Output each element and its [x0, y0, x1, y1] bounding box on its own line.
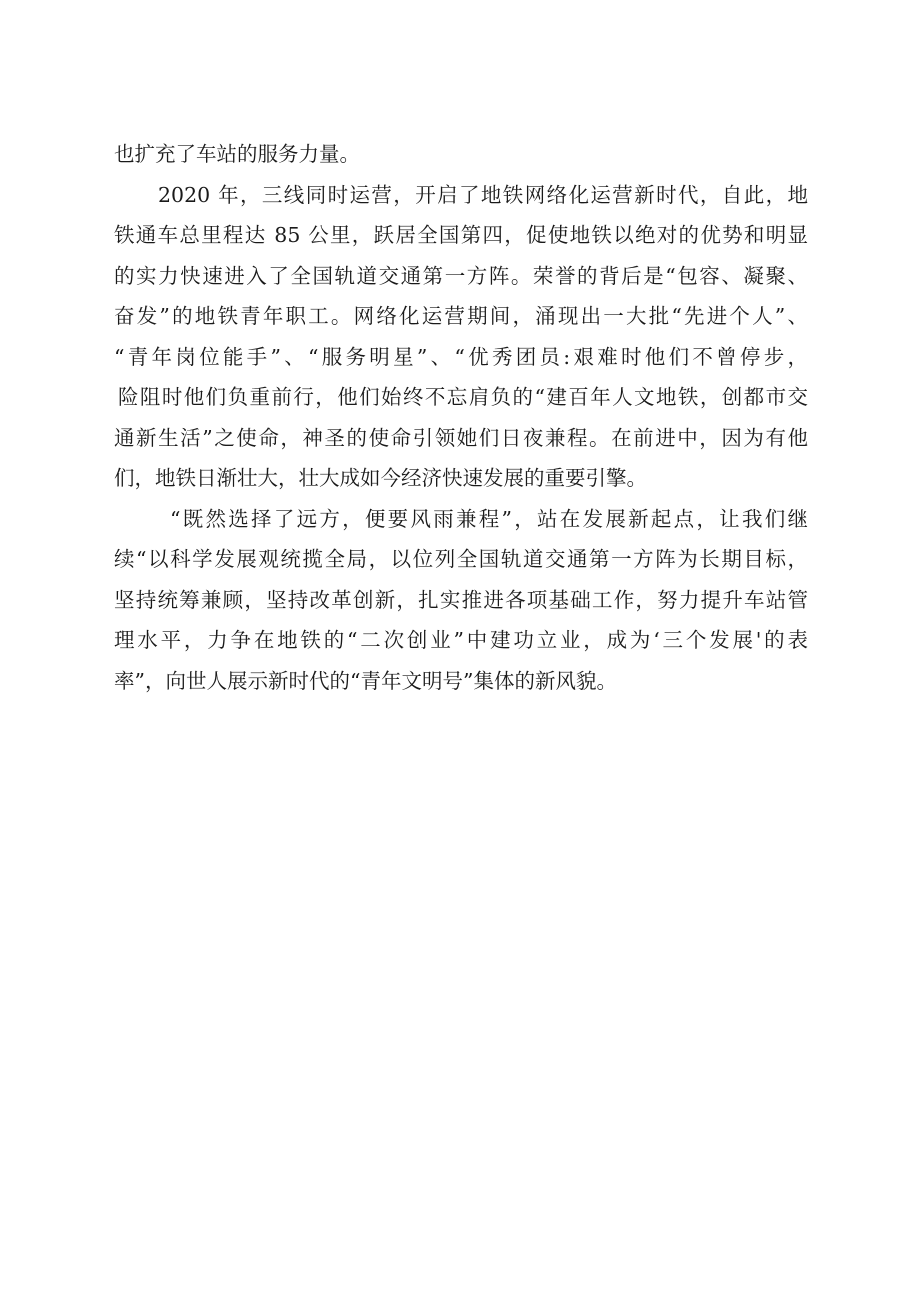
paragraph-2-line-6: 险阻时他们负重前行，他们始终不忘肩负的“建百年人文地铁，创都市交: [118, 385, 808, 409]
paragraph-3-line-2: 续“以科学发展观统揽全局，以位列全国轨道交通第一方阵为长期目标，: [114, 547, 808, 571]
paragraph-2-line-3: 的实力快速进入了全国轨道交通第一方阵。荣誉的背后是“包容、凝聚、: [114, 263, 808, 288]
paragraph-3-line-3: 坚持统筹兼顾，坚持改革创新，扎实推进各项基础工作，努力提升车站管: [114, 587, 808, 612]
paragraph-3-line-4: 理水平，力争在地铁的“二次创业”中建功立业，成为‘三个发展'的表: [114, 628, 808, 652]
paragraph-2-line-4: 奋发”的地铁青年职工。网络化运营期间，涌现出一大批“先进个人”、: [114, 304, 808, 328]
document-body: [114, 134, 808, 701]
paragraph-2-line-7: 通新生活”之使命，神圣的使命引领她们日夜兼程。在前进中，因为有他: [114, 425, 808, 450]
paragraph-2-line-5: “青年岗位能手”、“服务明星”、“优秀团员:艰难时他们不曾停步，: [114, 344, 808, 369]
paragraph-3-line-5: 率”，向世人展示新时代的“青年文明号”集体的新风貌。: [114, 668, 617, 693]
paragraph-2-line-1: 2020 年，三线同时运营，开启了地铁网络化运营新时代，自此，地: [158, 182, 808, 207]
paragraph-3-line-1: “既然选择了远方，便要风雨兼程”，站在发展新起点，让我们继: [170, 506, 808, 531]
paragraph-2-line-8: 们，地铁日渐壮大，壮大成如今经济快速发展的重要引擎。: [114, 466, 647, 490]
paragraph-1-line-1: 也扩充了车站的服务力量。: [114, 142, 360, 166]
paragraph-2-line-2: 铁通车总里程达 85 公里，跃居全国第四，促使地铁以绝对的优势和明显: [114, 223, 808, 247]
